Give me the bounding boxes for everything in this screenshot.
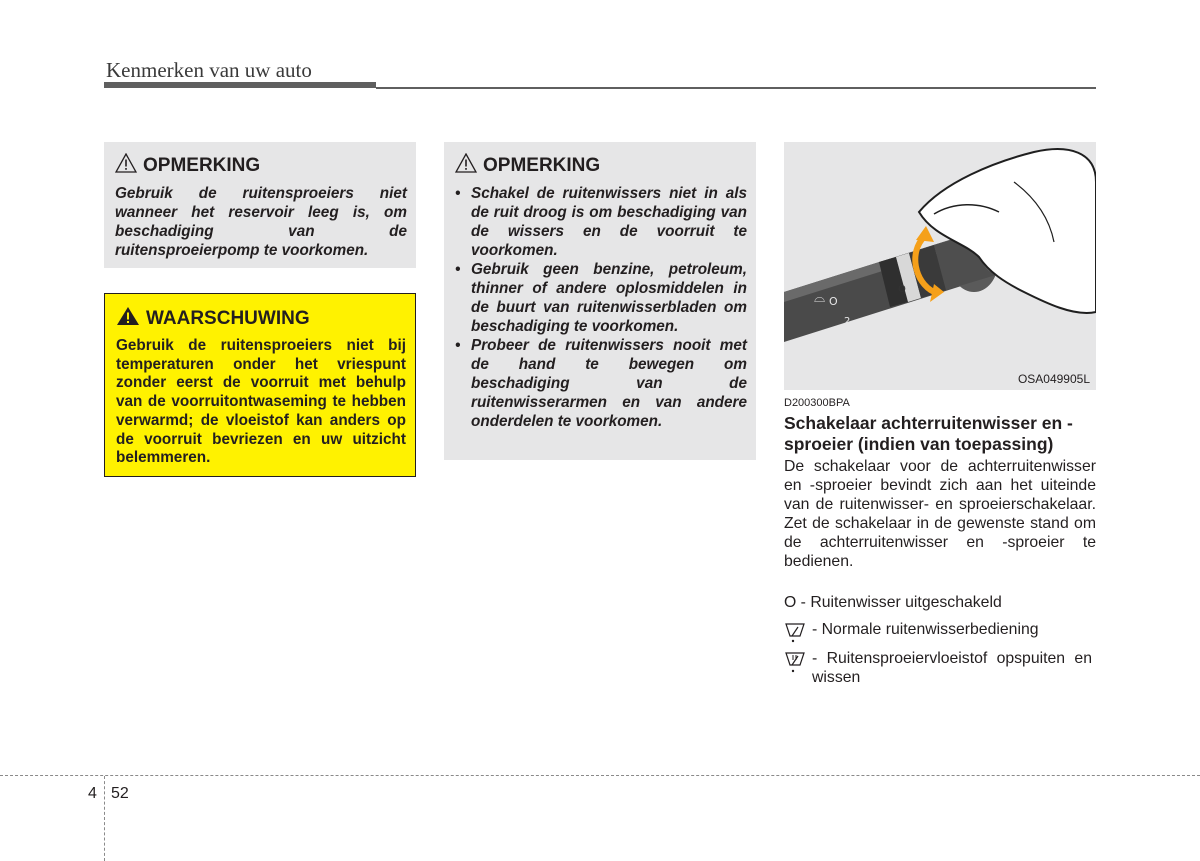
item-wiper-off: O - Ruitenwisser uitgeschakeld: [784, 594, 1002, 611]
page-header-title: Kenmerken van uw auto: [106, 58, 312, 82]
warning-triangle-icon: [116, 306, 140, 332]
section-heading: Schakelaar achterruitenwisser en -sproeier (indien van toepassing): [784, 413, 1073, 454]
svg-text:O: O: [898, 284, 906, 295]
wiper-stalk-drawing: [784, 142, 1096, 390]
warning-text: Gebruik de ruitensproeiers niet bij temperaturen onder het vriespunt zonder eerst de voorruit met behulp van de voorruitontwaseming te hebben verwarmd; de vloeistof kan anders op de voorruit bevriezen en uw uitzicht belemmeren.: [116, 337, 406, 467]
wiper-icon: [784, 620, 806, 649]
note-title-left: [115, 153, 407, 179]
washer-wiper-icon: [784, 649, 806, 680]
warning-title: [116, 306, 406, 332]
header-rule-thick: [104, 82, 376, 88]
item-spray-wiper: [784, 649, 1092, 687]
footer-divider: [0, 775, 1200, 776]
chapter-number: 4: [88, 785, 97, 802]
footer-vertical-divider: [104, 776, 105, 861]
figure-code: OSA049905L: [1017, 372, 1090, 386]
note-bullet-list: [455, 184, 747, 431]
note-title-text: OPMERKING: [483, 155, 601, 176]
warning-title-text: WAARSCHUWING: [146, 308, 310, 329]
item-normal-text: - Normale ruitenwisserbediening: [812, 621, 1039, 638]
note-title-right: [455, 153, 747, 179]
svg-text:⌓: ⌓: [814, 290, 826, 306]
section-body: De schakelaar voor de achterruitenwisser en -sproeier bevindt zich aan het uiteinde van de ruitenwisser- en sproeierschakelaar. Zet de schakelaar in de gewenste stand om de achterruitenwisser en -sproeier te bedienen.: [784, 458, 1096, 570]
section-ref-code: D200300BPA: [784, 397, 850, 409]
caution-triangle-icon: [455, 153, 477, 179]
list-item: • Gebruik geen benzine, petroleum, thinner of andere oplosmiddelen in de buurt van ruitenwisserbladen om beschadiging te voorkomen.: [455, 261, 747, 335]
note-title-text: OPMERKING: [143, 155, 261, 176]
note-box-left: [104, 142, 416, 268]
svg-text:2: 2: [844, 316, 851, 327]
svg-text:O: O: [829, 295, 838, 308]
item-spray-text: - Ruitensproeiervloeistof opspuiten en wissen: [812, 650, 1092, 686]
page-number: 52: [111, 785, 129, 802]
note-text-left: Gebruik de ruitensproeiers niet wanneer het reservoir leeg is, om beschadiging van de ruitensproeierpomp te voorkomen.: [115, 185, 407, 259]
note-box-right: [444, 142, 756, 460]
item-normal-wiper: [784, 620, 1039, 649]
list-item: • Probeer de ruitenwissers nooit met de hand te bewegen om beschadiging van de ruitenwisserarmen en van andere onderdelen te voorkomen.: [455, 337, 747, 430]
header-rule-thin: [376, 87, 1096, 89]
wiper-switch-illustration: [784, 142, 1096, 390]
warning-box: [104, 293, 416, 477]
list-item: • Schakel de ruitenwissers niet in als de ruit droog is om beschadiging van de wissers en de voorruit te voorkomen.: [455, 185, 747, 259]
caution-triangle-icon: [115, 153, 137, 179]
